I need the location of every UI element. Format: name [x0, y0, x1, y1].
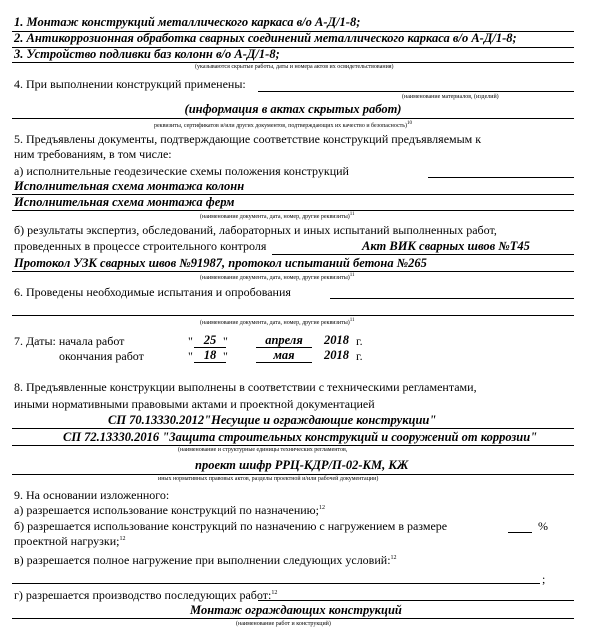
s9-d: г) разрешается производство последующих работ:$^{12}$	[14, 588, 278, 602]
s9-d-value: Монтаж ограждающих конструкций	[190, 603, 402, 617]
s5-b-value2: Протокол УЗК сварных швов №91987, протокол испытаний бетона №265	[14, 256, 427, 270]
s7-start-year: 2018	[324, 333, 349, 347]
work-item-3: 3. Устройство подливки баз колонн в/о А-Д/1-8;	[14, 47, 280, 61]
s8-label-line2: иными нормативными правовыми актами и проектной документацией	[14, 397, 375, 411]
s9-b-line2: проектной нагрузки;$^{12}$	[14, 534, 126, 548]
work-item-2: 2. Антикоррозионная обработка сварных соединений металлического каркаса в/о А-Д/1-8;	[14, 31, 517, 45]
work-items-caption: (указываются скрытые работы, даты и номера актов их освидетельствования)	[195, 64, 394, 70]
s9-b-line1: б) разрешается использование конструкций по назначению с нагружением в размере	[14, 519, 448, 533]
s9-d-caption: (наименование работ и конструкций)	[236, 621, 331, 627]
underline	[256, 362, 312, 363]
underline	[12, 315, 574, 316]
underline	[508, 532, 532, 533]
s9-a: а) разрешается использование конструкций по назначению;$^{12}$	[14, 503, 325, 517]
s8-value2: СП 72.13330.2016 "Защита строительных конструкций и сооружений от коррозии"	[63, 430, 538, 444]
s9-c-end: ;	[542, 572, 546, 586]
s7-quote: "	[188, 334, 193, 348]
underline	[12, 445, 574, 446]
s6-label: 6. Проведены необходимые испытания и опробования	[14, 285, 291, 299]
s7-quote: "	[223, 349, 228, 363]
underline	[12, 118, 574, 119]
s5-b-label-line1: б) результаты экспертиз, обследований, лабораторных и иных испытаний выполненных работ,	[14, 223, 497, 237]
underline	[12, 428, 574, 429]
s5-b-caption: (наименование документа, дата, номер, другие реквизиты)$^{11}$	[200, 273, 355, 281]
s5-label-line2: ним требованиям, в том числе:	[14, 147, 172, 161]
s8-value1: СП 70.13330.2012"Несущие и ограждающие конструкции"	[108, 413, 437, 427]
s7-end-month: мая	[273, 348, 295, 362]
underline	[12, 474, 574, 475]
s5-b-label-line2: проведенных в процессе строительного контроля	[14, 239, 267, 253]
s6-caption: (наименование документа, дата, номер, другие реквизиты)$^{11}$	[200, 318, 355, 326]
s4-value: (информация в актах скрытых работ)	[184, 102, 402, 116]
s7-start-day: 25	[203, 333, 217, 347]
underline	[272, 254, 574, 255]
s8-label-line1: 8. Предъявленные конструкции выполнены в соответствии с техническими регламентами,	[14, 380, 477, 394]
s7-end-day: 18	[203, 348, 217, 362]
s7-year-suffix: г.	[356, 334, 363, 348]
underline	[12, 62, 574, 63]
s5-b-value1: Акт ВИК сварных швов №Т45	[362, 239, 530, 253]
s7-year-suffix: г.	[356, 349, 363, 363]
underline	[12, 271, 574, 272]
s7-quote: "	[223, 334, 228, 348]
s7-quote: "	[188, 349, 193, 363]
s9-label: 9. На основании изложенного:	[14, 488, 170, 502]
s5-a-value-2: Исполнительная схема монтажа ферм	[14, 195, 235, 209]
s8-caption1: (наименование и структурные единицы технических регламентов,	[178, 447, 348, 453]
s5-a-caption: (наименование документа, дата, номер, другие реквизиты)$^{11}$	[200, 212, 355, 220]
s5-label-line1: 5. Предъявлены документы, подтверждающие соответствие конструкций предъявляемым к	[14, 132, 482, 146]
s7-start-month: апреля	[265, 333, 303, 347]
s5-a-value-1: Исполнительная схема монтажа колонн	[14, 179, 245, 193]
s7-label-end: окончания работ	[59, 349, 144, 363]
s7-end-year: 2018	[324, 348, 349, 362]
underline	[194, 362, 226, 363]
underline	[258, 600, 574, 601]
s4-caption1: (наименование материалов, (изделий)	[402, 94, 499, 100]
underline	[330, 298, 574, 299]
s8-value3: проект шифр РРЦ-КДР/П-02-КМ, КЖ	[195, 458, 409, 472]
s7-label-start: 7. Даты: начала работ	[14, 334, 125, 348]
work-item-1: 1. Монтаж конструкций металлического каркаса в/о А-Д/1-8;	[14, 15, 361, 29]
underline	[258, 91, 574, 92]
underline	[12, 210, 574, 211]
s9-b-percent: %	[538, 519, 548, 533]
s5-a-label: а) исполнительные геодезические схемы положения конструкций	[14, 164, 349, 178]
s9-c: в) разрешается полное нагружение при выполнении следующих условий:$^{12}$	[14, 553, 397, 567]
s4-caption2: реквизиты, сертификатов и/или других документов, подтверждающих их качество и безопасность)$^{10}$	[154, 121, 412, 129]
underline	[12, 583, 540, 584]
s8-caption2: иных нормативных правовых актов, разделы проектной и/или рабочей документации)	[158, 476, 379, 482]
underline	[12, 618, 574, 619]
underline	[428, 177, 574, 178]
s4-label: 4. При выполнении конструкций применены:	[14, 77, 246, 91]
